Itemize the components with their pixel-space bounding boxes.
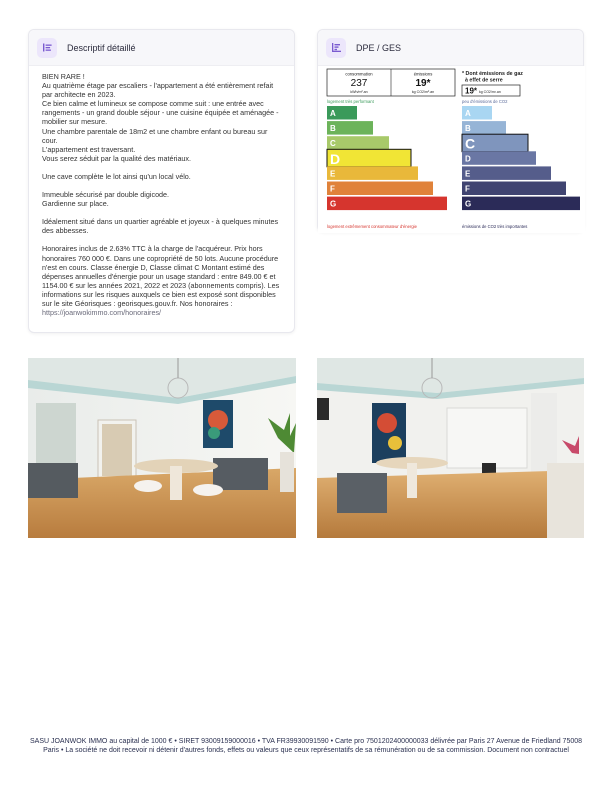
energy-bar-f [327, 182, 433, 196]
list-icon [37, 38, 57, 58]
consumption-label: consommation [345, 71, 373, 77]
energy-bar-g [327, 197, 447, 211]
consumption-unit: kWh/m².an [350, 90, 368, 94]
description-paragraph: BIEN RARE ! Au quatrième étage par escaliers - l'appartement a été entièrement refait par architecte en 2023. Ce bien calme et lumineux se compose comme suit : une entrée avec rangements - un grand double séjour - une cuisine équipée et aménagée - mobilier sur mesure. Une chambre parentale de 18m2 et une chambre enfant ou bureau sur cour. L'appartement est traversant. Vous serez séduit par la qualité des matériaux. [42, 72, 279, 163]
energy-letter-f: F [330, 184, 335, 194]
consumption-value: 237 [350, 78, 368, 89]
energy-bar-c [327, 136, 389, 150]
dpe-header [318, 30, 583, 66]
ges-letter-a: A [465, 109, 471, 118]
emission-unit: kg CO2/m².an [411, 90, 435, 94]
honoraires-link[interactable]: https://joanwokimmo.com/honoraires/ [42, 308, 162, 318]
energy-top-label: logement très performant [327, 99, 374, 104]
description-paragraph: Une cave complète le lot ainsi qu'un local vélo. [42, 171, 191, 181]
ges-top-label: peu d'émissions de CO2 [462, 99, 508, 104]
ges-bar-g [462, 197, 580, 211]
energy-letter-c: C [330, 139, 336, 149]
dpe-card [317, 29, 584, 232]
emission-label: émissions [413, 71, 433, 77]
energy-letter-a: A [330, 109, 336, 118]
description-card [28, 29, 295, 333]
ges-bottom-label: émissions de CO2 très importantes [462, 224, 528, 229]
energy-letter-d: D [330, 150, 341, 167]
living-room-photo [28, 358, 296, 538]
energy-bottom-label: logement extrêmement consommateur d'énergie [327, 224, 417, 229]
description-body [29, 66, 294, 317]
ges-scale [462, 106, 580, 210]
ges-letter-b: B [465, 124, 471, 134]
energy-bar-e [327, 166, 418, 180]
energy-letter-g: G [330, 199, 337, 209]
ges-bar-f [462, 182, 566, 196]
emission-value: 19* [415, 78, 431, 89]
description-paragraph: Idéalement situé dans un quartier agréable et joyeux - à quelques minutes des abbesses. [42, 217, 279, 236]
description-paragraph: Immeuble sécurisé par double digicode. Gardienne sur place. [42, 190, 170, 209]
chart-icon [326, 38, 346, 58]
dpe-diagram [318, 66, 585, 233]
description-title: Descriptif détaillé [67, 42, 136, 53]
ges-letter-d: D [465, 154, 471, 164]
ges-box-value: 19* [465, 86, 478, 96]
ges-letter-e: E [465, 169, 471, 179]
description-paragraph: Honoraires inclus de 2.63% TTC à la charge de l'acquéreur. Prix hors honoraires 760 000 €. Dans une copropriété de 50 lots. Aucune procédure n'est en cours. Classe énergie D, Classe climat C Montant estimé des dépenses annuelles d'énergie pour un usage standard : entre 849.00 € et 1154.00 € sur les années 2021, 2022 et 2023 (abonnements compris). Les informations sur les risques auxquels ce bien est exposé sont disponibles sur le site Géorisques : georisques.gouv.fr. Nos honoraires : [42, 244, 280, 308]
energy-letter-e: E [330, 169, 336, 179]
energy-letter-b: B [330, 124, 336, 134]
energy-scale [327, 106, 447, 210]
ges-letter-g: G [465, 199, 472, 209]
ges-header: * Dont émissions de gaz à effet de serre [462, 71, 523, 84]
kitchen-photo [317, 358, 584, 538]
ges-letter-f: F [465, 184, 470, 194]
ges-bar-e [462, 166, 551, 180]
ges-letter-c: C [465, 135, 476, 152]
footer-legal-text: SASU JOANWOK IMMO au capital de 1000 € • SIRET 93009159000016 • TVA FR39930091590 • Carte pro 7501202400000033 délivrée par Paris 27 Avenue de Friedland 75008 Paris • La société ne doit recevoir ni détenir d'autres fonds, effets ou valeurs que ceux représentatifs de sa rémunération ou de sa commission. Document non contractuel [29, 738, 583, 755]
ges-bar-d [462, 151, 536, 165]
dpe-title: DPE / GES [356, 42, 402, 53]
ges-box-unit: kg CO2/m².an [479, 90, 501, 94]
description-header [29, 30, 294, 66]
